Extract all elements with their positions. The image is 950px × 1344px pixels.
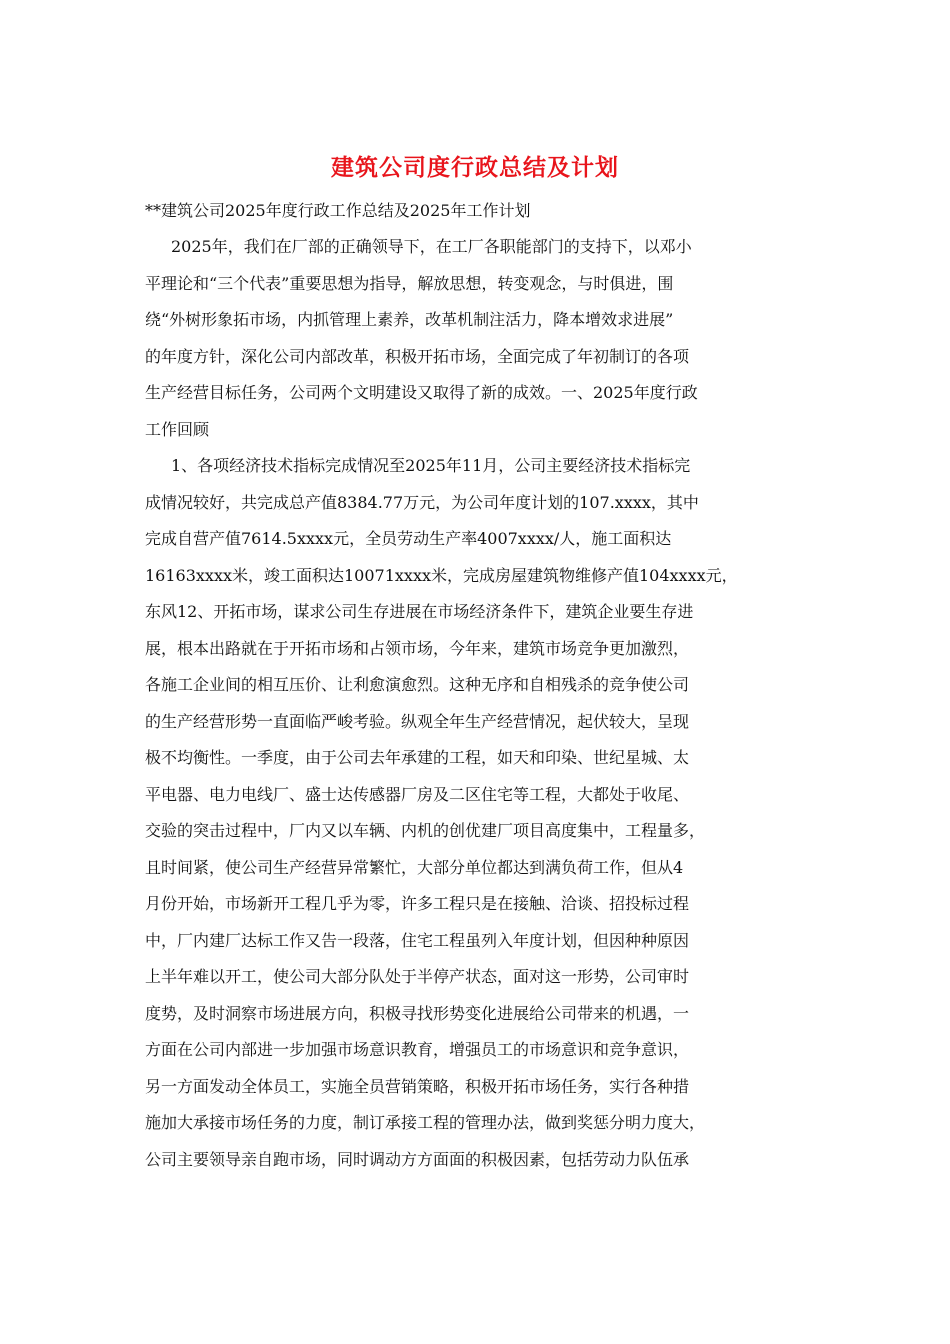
text-line: 平理论和“三个代表”重要思想为指导，解放思想，转变观念，与时俱进，围	[145, 273, 674, 293]
text-line: 2025年，我们在厂部的正确领导下，在工厂各职能部门的支持下，以邓小	[171, 237, 692, 256]
text-line: 各施工企业间的相互压价、让利愈演愈烈。这种无序和自相残杀的竞争使公司	[145, 675, 690, 694]
text-line: 完成自营产值7614.5xxxx元，全员劳动生产率4007xxxx/人，施工面积达	[145, 529, 672, 548]
text-line: 成情况较好，共完成总产值8384.77万元，为公司年度计划的107.xxxx，其中	[145, 492, 699, 512]
text-line: 1、各项经济技术指标完成情况至2025年11月，公司主要经济技术指标完	[171, 456, 691, 475]
text-line: 施加大承接市场任务的力度，制订承接工程的管理办法，做到奖惩分明力度大，	[145, 1113, 706, 1132]
text-line: 上半年难以开工，使公司大部分队处于半停产状态，面对这一形势，公司审时	[145, 967, 690, 986]
text-line: 工作回顾	[145, 419, 210, 439]
text-line: 度势，及时洞察市场进展方向，积极寻找形势变化进展给公司带来的机遇，一	[145, 1003, 690, 1023]
text-line: 平电器、电力电线厂、盛士达传感器厂房及二区住宅等工程，大都处于收尾、	[145, 784, 690, 804]
text-line: 的年度方针，深化公司内部改革，积极开拓市场，全面完成了年初制订的各项	[145, 346, 690, 366]
text-line: 展，根本出路就在于开拓市场和占领市场，今年来，建筑市场竞争更加激烈，	[145, 638, 690, 658]
text-line: 中，厂内建厂达标工作又告一段落，住宅工程虽列入年度计划，但因种种原因	[145, 930, 690, 950]
document-title: 建筑公司度行政总结及计划	[331, 154, 619, 181]
document-subtitle: **建筑公司2025年度行政工作总结及2025年工作计划	[145, 201, 531, 220]
text-line: 月份开始，市场新开工程几乎为零，许多工程只是在接触、洽谈、招投标过程	[145, 894, 690, 913]
text-line: 绕“外树形象拓市场，内抓管理上素养，改革机制注活力，降本增效求进展”	[145, 310, 674, 329]
text-line: 东风12、开拓市场，谋求公司生存进展在市场经济条件下，建筑企业要生存进	[145, 602, 694, 621]
text-line: 公司主要领导亲自跑市场，同时调动方方面面的积极因素，包括劳动力队伍承	[145, 1149, 690, 1169]
text-line: 方面在公司内部进一步加强市场意识教育，增强员工的市场意识和竞争意识，	[145, 1040, 690, 1059]
text-line: 且时间紧，使公司生产经营异常繁忙，大部分单位都达到满负荷工作，但从4	[145, 857, 684, 877]
text-line: 另一方面发动全体员工，实施全员营销策略，积极开拓市场任务，实行各种措	[145, 1076, 690, 1096]
paragraph-economic-indicators	[145, 448, 825, 1178]
text-line: 16163xxxx米，竣工面积达10071xxxx米，完成房屋建筑物维修产值104xxxx元，	[145, 565, 738, 585]
text-line: 交验的突击过程中，厂内又以车辆、内机的创优建厂项目高度集中，工程量多，	[145, 821, 706, 840]
text-line: 的生产经营形势一直面临严峻考验。纵观全年生产经营情况，起伏较大，呈现	[145, 711, 690, 731]
text-line: 生产经营目标任务，公司两个文明建设又取得了新的成效。一、2025年度行政	[145, 383, 698, 402]
paragraph-work-review-intro	[145, 229, 825, 448]
text-line: 极不均衡性。一季度，由于公司去年承建的工程，如天和印染、世纪星城、太	[145, 748, 690, 767]
